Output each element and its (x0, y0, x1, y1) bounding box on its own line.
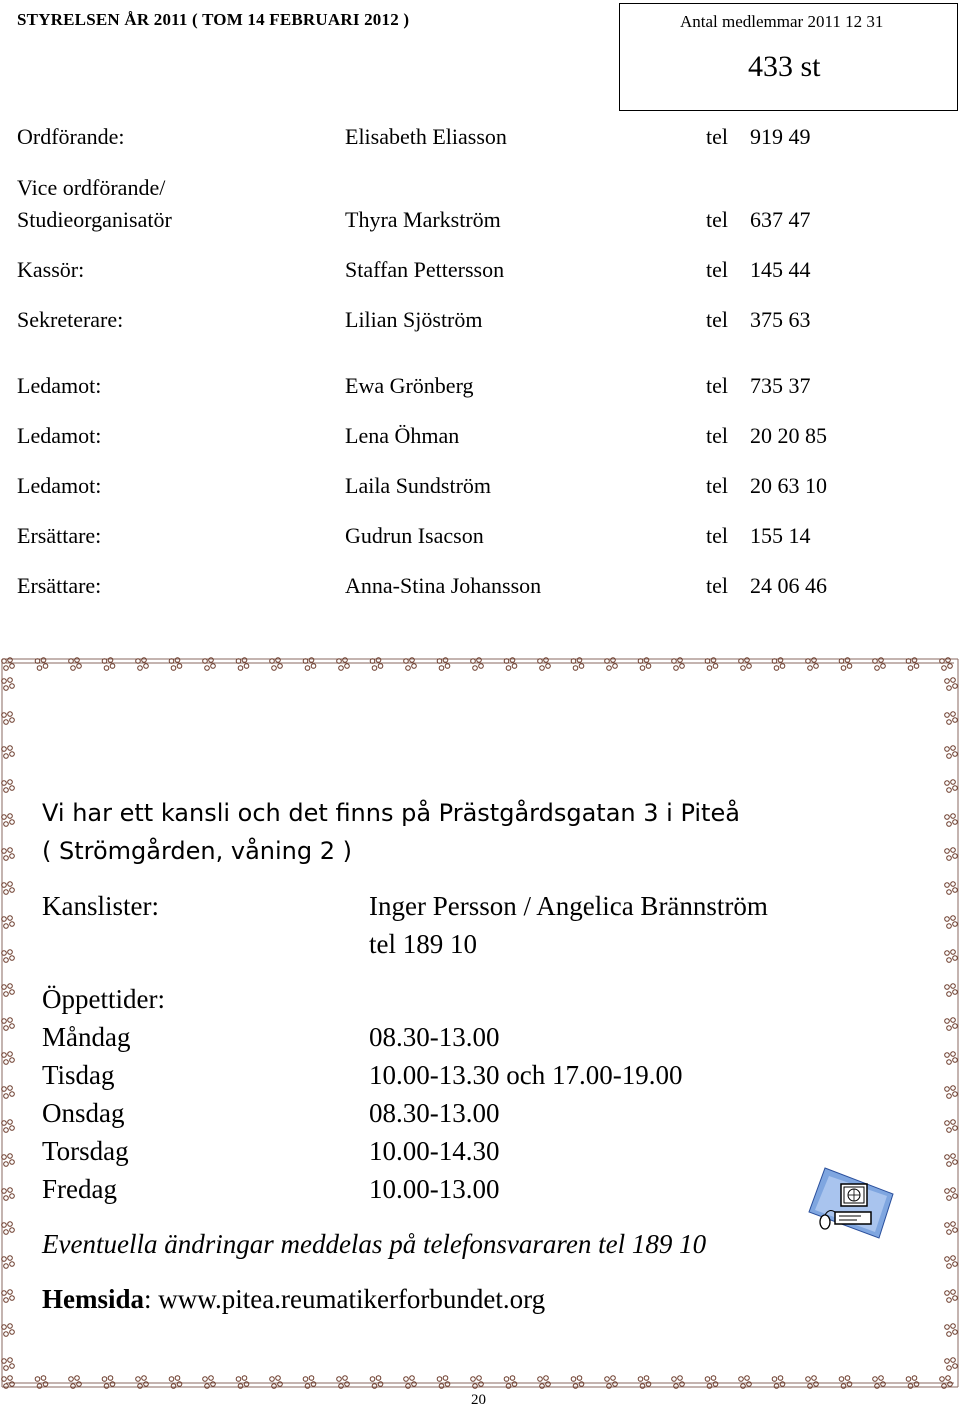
border-ornament-icon (571, 658, 584, 671)
board-row (0, 573, 960, 599)
border-ornament-icon (945, 848, 958, 861)
hours-time: 08.30-13.00 (369, 1098, 500, 1128)
border-ornament-icon (2, 678, 15, 691)
border-ornament-icon (2, 1154, 15, 1167)
border-ornament-icon (270, 658, 283, 671)
border-ornament-icon (2, 1188, 15, 1201)
page-number: 20 (471, 1392, 486, 1408)
board-role: Ledamot: (17, 473, 102, 498)
border-ornament-icon (2, 984, 15, 997)
website-label: Hemsida (42, 1284, 145, 1314)
border-ornament-icon (2, 1256, 15, 1269)
website-line (42, 1284, 545, 1315)
hours-time: 10.00-13.30 och 17.00-19.00 (369, 1060, 683, 1090)
board-tel-label: tel (706, 573, 728, 598)
board-name: Gudrun Isacson (345, 523, 484, 548)
border-ornament-icon (538, 658, 551, 671)
board-role: Kassör: (17, 257, 85, 282)
border-ornament-icon (169, 1376, 182, 1389)
border-ornament-icon (2, 712, 15, 725)
border-ornament-icon (2, 950, 15, 963)
border-ornament-icon (638, 1376, 651, 1389)
hours-label: Öppettider: (42, 984, 165, 1014)
member-count-box (619, 3, 958, 111)
staff-names: Inger Persson / Angelica Brännström (369, 891, 768, 921)
border-ornament-icon (2, 1086, 15, 1099)
board-row (0, 257, 960, 283)
office-intro-line1: Vi har ett kansli och det finns på Prästgårdsgatan 3 i Piteå (42, 799, 740, 827)
board-name: Lilian Sjöström (345, 307, 483, 332)
border-ornament-icon (945, 712, 958, 725)
hours-day: Onsdag (42, 1098, 125, 1128)
border-ornament-icon (873, 1376, 886, 1389)
staff-label: Kanslister: (42, 891, 159, 921)
computer-clipart-icon (805, 1166, 897, 1240)
border-ornament-icon (945, 1222, 958, 1235)
notice-text: Eventuella ändringar meddelas på telefonsvararen tel 189 10 (42, 1229, 707, 1259)
border-ornament-icon (2, 1324, 15, 1337)
border-ornament-icon (2, 1290, 15, 1303)
border-ornament-icon (945, 1188, 958, 1201)
border-ornament-icon (370, 1376, 383, 1389)
border-ornament-icon (772, 658, 785, 671)
board-tel-label: tel (706, 124, 728, 149)
header-title: STYRELSEN ÅR 2011 ( TOM 14 FEBRUARI 2012 ) (17, 10, 410, 29)
board-name: Laila Sundström (345, 473, 492, 498)
board-tel-label: tel (706, 257, 728, 282)
border-ornament-icon (945, 1086, 958, 1099)
border-ornament-icon (945, 678, 958, 691)
border-ornament-icon (638, 658, 651, 671)
board-row (0, 423, 960, 449)
border-ornament-icon (2, 1052, 15, 1065)
board-tel-label: tel (706, 523, 728, 548)
border-ornament-icon (945, 882, 958, 895)
board-role: Ledamot: (17, 423, 102, 448)
border-ornament-icon (945, 780, 958, 793)
border-ornament-icon (571, 1376, 584, 1389)
board-role-line2: Studieorganisatör (17, 207, 172, 232)
border-ornament-icon (2, 1018, 15, 1031)
border-ornament-icon (945, 984, 958, 997)
border-ornament-icon (945, 1256, 958, 1269)
hours-day: Måndag (42, 1022, 131, 1052)
hours-time: 10.00-13.00 (369, 1174, 500, 1204)
board-tel-label: tel (706, 473, 728, 498)
border-ornament-icon (672, 658, 685, 671)
border-ornament-icon (945, 1290, 958, 1303)
board-tel-number: 145 44 (750, 257, 811, 282)
border-ornament-icon (337, 1376, 350, 1389)
border-ornament-icon (806, 658, 819, 671)
website-url[interactable]: www.pitea.reumatikerforbundet.org (151, 1284, 546, 1314)
board-name: Anna-Stina Johansson (345, 573, 542, 598)
border-ornament-icon (873, 658, 886, 671)
board-tel-number: 637 47 (750, 207, 811, 232)
hours-day: Torsdag (42, 1136, 129, 1166)
border-ornament-icon (236, 658, 249, 671)
border-ornament-icon (303, 1376, 316, 1389)
board-name: Lena Öhman (345, 423, 460, 448)
border-ornament-icon (538, 1376, 551, 1389)
hours-day: Tisdag (42, 1060, 115, 1090)
member-count-value: 433 st (748, 50, 821, 83)
border-ornament-icon (136, 658, 149, 671)
border-ornament-icon (945, 916, 958, 929)
staff-tel: tel 189 10 (369, 929, 477, 959)
board-tel-label: tel (706, 307, 728, 332)
border-ornament-icon (705, 1376, 718, 1389)
border-ornament-icon (945, 814, 958, 827)
board-tel-number: 20 20 85 (750, 423, 827, 448)
border-ornament-icon (2, 814, 15, 827)
board-tel-number: 919 49 (750, 124, 811, 149)
board-role: Sekreterare: (17, 307, 124, 332)
board-role: Ersättare: (17, 573, 102, 598)
border-ornament-icon (2, 916, 15, 929)
board-row (0, 207, 960, 233)
board-tel-label: tel (706, 373, 728, 398)
border-ornament-icon (906, 658, 919, 671)
border-ornament-icon (2, 658, 15, 671)
member-count-label: Antal medlemmar 2011 12 31 (680, 12, 884, 31)
border-ornament-icon (945, 746, 958, 759)
border-ornament-icon (169, 658, 182, 671)
border-ornament-icon (2, 780, 15, 793)
border-ornament-icon (945, 950, 958, 963)
board-tel-number: 24 06 46 (750, 573, 827, 598)
border-ornament-icon (303, 658, 316, 671)
border-ornament-icon (739, 1376, 752, 1389)
border-ornament-icon (370, 658, 383, 671)
border-ornament-icon (404, 1376, 417, 1389)
board-tel-label: tel (706, 423, 728, 448)
website-separator: : (144, 1284, 152, 1314)
board-row (0, 175, 960, 201)
border-ornament-icon (945, 1018, 958, 1031)
border-ornament-icon (35, 658, 48, 671)
border-ornament-icon (471, 1376, 484, 1389)
board-row (0, 473, 960, 499)
board-role: Ersättare: (17, 523, 102, 548)
hours-time: 08.30-13.00 (369, 1022, 500, 1052)
border-ornament-icon (806, 1376, 819, 1389)
board-tel-number: 735 37 (750, 373, 811, 398)
border-ornament-icon (504, 658, 517, 671)
border-ornament-icon (437, 1376, 450, 1389)
border-ornament-icon (2, 1376, 15, 1389)
border-ornament-icon (504, 1376, 517, 1389)
board-name: Staffan Pettersson (345, 257, 505, 282)
border-ornament-icon (2, 848, 15, 861)
border-ornament-icon (437, 658, 450, 671)
border-ornament-icon (2, 1120, 15, 1133)
board-name: Elisabeth Eliasson (345, 124, 507, 149)
border-ornament-icon (772, 1376, 785, 1389)
border-ornament-icon (270, 1376, 283, 1389)
border-ornament-icon (236, 1376, 249, 1389)
border-ornament-icon (839, 1376, 852, 1389)
border-ornament-icon (605, 658, 618, 671)
border-ornament-icon (945, 1120, 958, 1133)
border-ornament-icon (739, 658, 752, 671)
border-ornament-icon (2, 1222, 15, 1235)
border-ornament-icon (672, 1376, 685, 1389)
border-ornament-icon (945, 1358, 958, 1371)
board-row (0, 307, 960, 333)
border-ornament-icon (940, 658, 953, 671)
border-ornament-icon (705, 658, 718, 671)
border-ornament-icon (2, 1358, 15, 1371)
office-intro-line2: ( Strömgården, våning 2 ) (42, 837, 353, 865)
board-tel-label: tel (706, 207, 728, 232)
border-ornament-icon (203, 658, 216, 671)
border-ornament-icon (605, 1376, 618, 1389)
board-row (0, 523, 960, 549)
border-ornament-icon (945, 1052, 958, 1065)
border-ornament-icon (839, 658, 852, 671)
board-role: Ordförande: (17, 124, 125, 149)
board-tel-number: 20 63 10 (750, 473, 827, 498)
board-role: Ledamot: (17, 373, 102, 398)
border-ornament-icon (69, 1376, 82, 1389)
board-name: Ewa Grönberg (345, 373, 474, 398)
border-ornament-icon (35, 1376, 48, 1389)
border-ornament-icon (203, 1376, 216, 1389)
board-name: Thyra Markström (345, 207, 501, 232)
border-ornament-icon (337, 658, 350, 671)
border-ornament-icon (404, 658, 417, 671)
board-tel-number: 155 14 (750, 523, 811, 548)
board-tel-number: 375 63 (750, 307, 811, 332)
border-ornament-icon (102, 658, 115, 671)
border-ornament-icon (945, 1154, 958, 1167)
border-ornament-icon (906, 1376, 919, 1389)
border-ornament-icon (2, 746, 15, 759)
border-ornament-icon (69, 658, 82, 671)
board-row (0, 373, 960, 399)
hours-time: 10.00-14.30 (369, 1136, 500, 1166)
border-ornament-icon (102, 1376, 115, 1389)
border-ornament-icon (471, 658, 484, 671)
border-ornament-icon (945, 1324, 958, 1337)
border-ornament-icon (2, 882, 15, 895)
border-ornament-icon (136, 1376, 149, 1389)
board-role: Vice ordförande/ (17, 175, 166, 200)
board-row (0, 124, 960, 150)
border-ornament-icon (940, 1376, 953, 1389)
hours-day: Fredag (42, 1174, 117, 1204)
